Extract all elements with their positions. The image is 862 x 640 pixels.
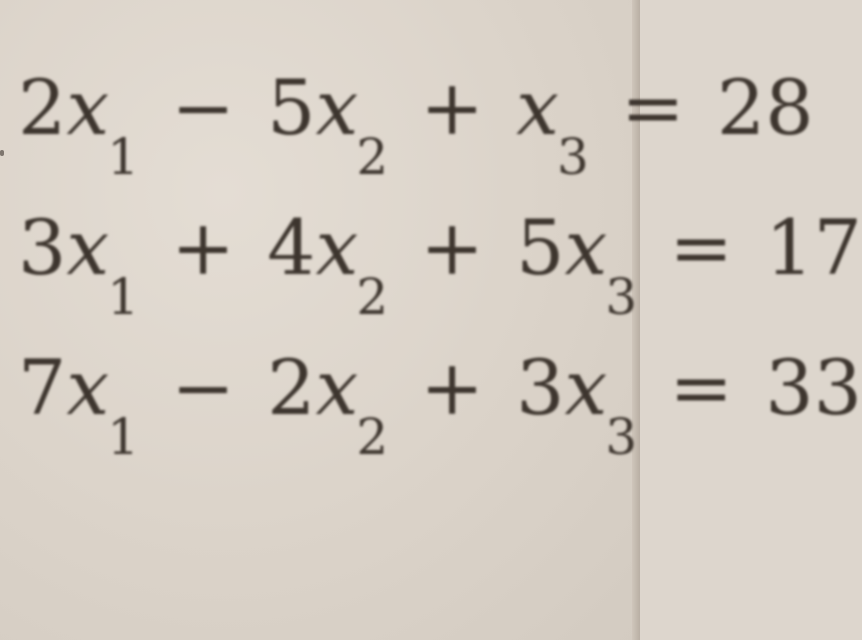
- equation-3: [18, 343, 862, 490]
- right-hand-side: 17: [765, 203, 862, 292]
- coefficient: 3: [516, 343, 565, 432]
- equals-sign: =: [621, 63, 685, 152]
- variable: x: [66, 343, 110, 432]
- operator: +: [420, 343, 484, 432]
- operator: −: [171, 63, 235, 152]
- variable: x: [516, 63, 560, 152]
- variable: x: [66, 203, 110, 292]
- coefficient: 7: [18, 343, 67, 432]
- subscript: 1: [107, 408, 140, 466]
- ink-speck: [0, 150, 4, 156]
- term-3x3: [516, 343, 638, 466]
- equation-1: [18, 63, 814, 210]
- subscript: 2: [356, 128, 389, 186]
- subscript: 2: [356, 408, 389, 466]
- right-hand-side: 28: [716, 63, 814, 152]
- subscript: 2: [356, 268, 389, 326]
- variable: x: [564, 343, 608, 432]
- variable: x: [66, 63, 110, 152]
- equation-2: [18, 203, 862, 350]
- term-2x1: [18, 63, 140, 186]
- coefficient: 5: [516, 203, 565, 292]
- equals-sign: =: [669, 203, 734, 292]
- term-x3: [516, 63, 589, 186]
- variable: x: [315, 343, 359, 432]
- coefficient: 3: [18, 203, 67, 292]
- operator: +: [420, 203, 484, 292]
- variable: x: [315, 203, 359, 292]
- term-3x1: [18, 203, 140, 326]
- subscript: 3: [605, 268, 638, 326]
- coefficient: 2: [18, 63, 67, 152]
- right-hand-side: 33: [765, 343, 862, 432]
- term-7x1: [18, 343, 140, 466]
- coefficient: 4: [267, 203, 316, 292]
- term-5x2: [267, 63, 389, 186]
- operator: +: [420, 63, 484, 152]
- equals-sign: =: [669, 343, 734, 432]
- subscript: 1: [107, 268, 140, 326]
- variable: x: [315, 63, 359, 152]
- subscript: 1: [107, 128, 140, 186]
- subscript: 3: [605, 408, 638, 466]
- term-5x3: [516, 203, 638, 326]
- variable: x: [564, 203, 608, 292]
- coefficient: 5: [267, 63, 316, 152]
- term-4x2: [267, 203, 389, 326]
- subscript: 3: [557, 128, 589, 186]
- operator: −: [171, 343, 235, 432]
- coefficient: 2: [267, 343, 316, 432]
- operator: +: [171, 203, 235, 292]
- equation-system: [18, 63, 862, 490]
- term-2x2: [267, 343, 389, 466]
